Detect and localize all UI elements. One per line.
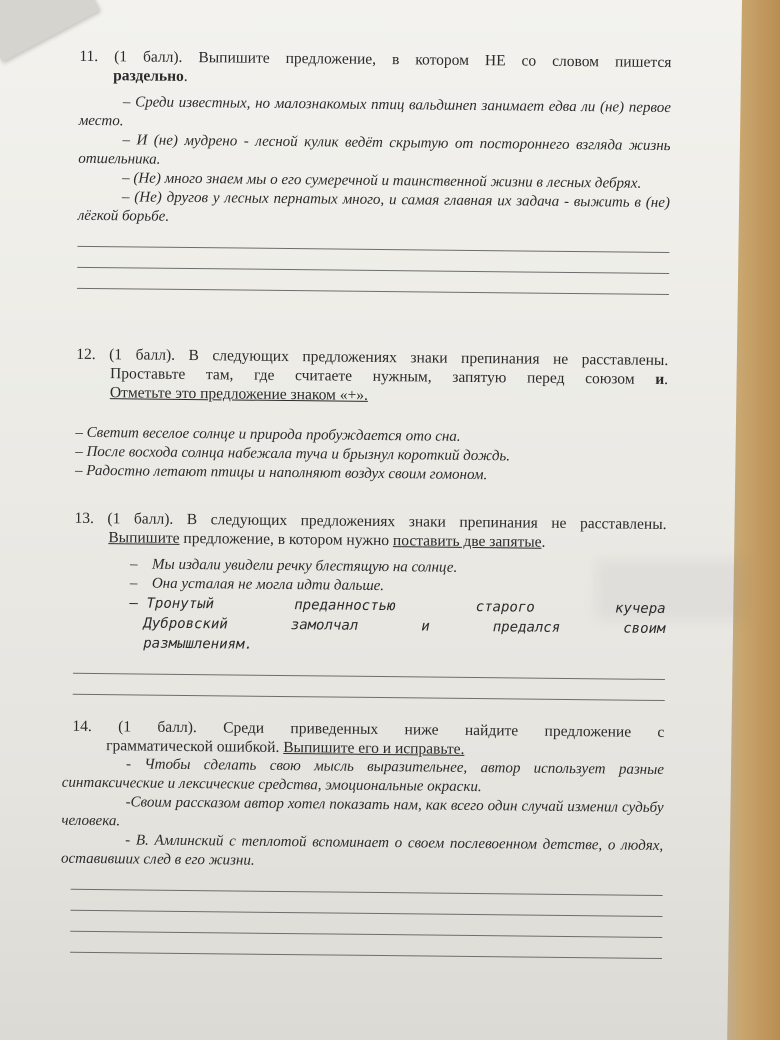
q11-header: 11. (1 балл). Выпишите предложение, в котором НЕ со словом пишется	[79, 47, 672, 72]
question-12	[75, 345, 668, 487]
q13-word: преданностью	[294, 597, 396, 615]
q14-sentence-3: - В. Амлинский с теплотой вспоминает о своем послевоенном детстве, о людях, оставивших след в его жизни.	[60, 832, 664, 869]
q13-word: замолчал	[290, 617, 359, 634]
q13-word: – Тронутый	[129, 595, 215, 613]
q13-sentence-3-row3: размышлениям.	[143, 635, 253, 653]
q13-word: и	[421, 618, 430, 635]
q13-word: своим	[623, 620, 666, 638]
q14-write-correct: Выпишите его и исправьте.	[283, 739, 465, 758]
q12-instruction: Отметьте это предложение знаком «+».	[109, 384, 368, 404]
q13-sentence-2: – Она усталая не могла идти дальше.	[130, 574, 666, 599]
q12-header-line2-text: Проставьте там, где считаете нужным, запятую перед союзом	[110, 365, 656, 388]
q13-sentences	[73, 555, 666, 659]
q11-sentence-3: – (Не) много знаем мы о его сумеречной и таинственной жизни в лесных дебрях.	[122, 170, 642, 192]
q12-header-line2-end: .	[664, 370, 669, 389]
q13-header: 13. (1 балл). В следующих предложениях знаки препинания не расставлены.	[74, 509, 667, 534]
q13-two-commas: поставить две запятые	[392, 532, 542, 551]
q11-sentence-4: – (Не) другов у лесных пернатых много, и самая главная их задача - выжить в (не) лёгкой борьбе.	[77, 189, 670, 225]
q14-sentence-1: - Чтобы сделать свою мысль выразительнее, автор использует разные синтаксические и лексические средства, эмоциональные окраски.	[61, 756, 665, 796]
q11-keyword: раздельно	[113, 67, 184, 85]
q14-header: 14. (1 балл). Среди приведенных ниже найдите предложение с	[72, 717, 665, 741]
q13-word: старого	[475, 599, 535, 616]
q13-sentence-1: – Мы издали увидели речку блестящую на солнце.	[130, 555, 666, 580]
q11-header-tail: .	[183, 67, 188, 85]
question-11	[77, 47, 672, 295]
question-13	[73, 509, 667, 701]
q11-sentence-2: – И (не) мудрено - лесной кулик ведёт скрытую от постороннего взгляда жизнь отшельника.	[78, 132, 671, 168]
q13-word: Дубровский	[143, 615, 228, 633]
q13-header-end: .	[541, 533, 546, 551]
q11-sentence-1: – Среди известных, но малознакомых птиц вальдшнеп занимает едва ли (не) первое место.	[78, 94, 671, 130]
q13-word: предался	[492, 619, 561, 636]
q12-keyword: и	[655, 370, 665, 388]
q12-header: 12. (1 балл). В следующих предложениях знаки препинания не расставлены.	[76, 345, 669, 370]
q12-sentence-3: – Радостно летают птицы и наполняют воздух своим гомоном.	[74, 462, 488, 484]
q14-header-text: грамматической ошибкой.	[106, 737, 284, 757]
q12-sentence-1: – Светит веселое солнце и природа пробуждается ото сна.	[75, 424, 461, 445]
q12-sentence-2: – После восхода солнца набежала туча и брызнул короткий дождь.	[75, 443, 511, 465]
q14-sentence-2: -Своим рассказом автор хотел показать нам, как всего один случай изменил судьбу человека.	[61, 794, 664, 830]
q13-write-out: Выпишите	[108, 529, 180, 547]
q13-header-mid: предложение, в котором нужно	[179, 529, 394, 550]
question-14	[60, 717, 665, 959]
q13-word: кучера	[614, 600, 666, 618]
